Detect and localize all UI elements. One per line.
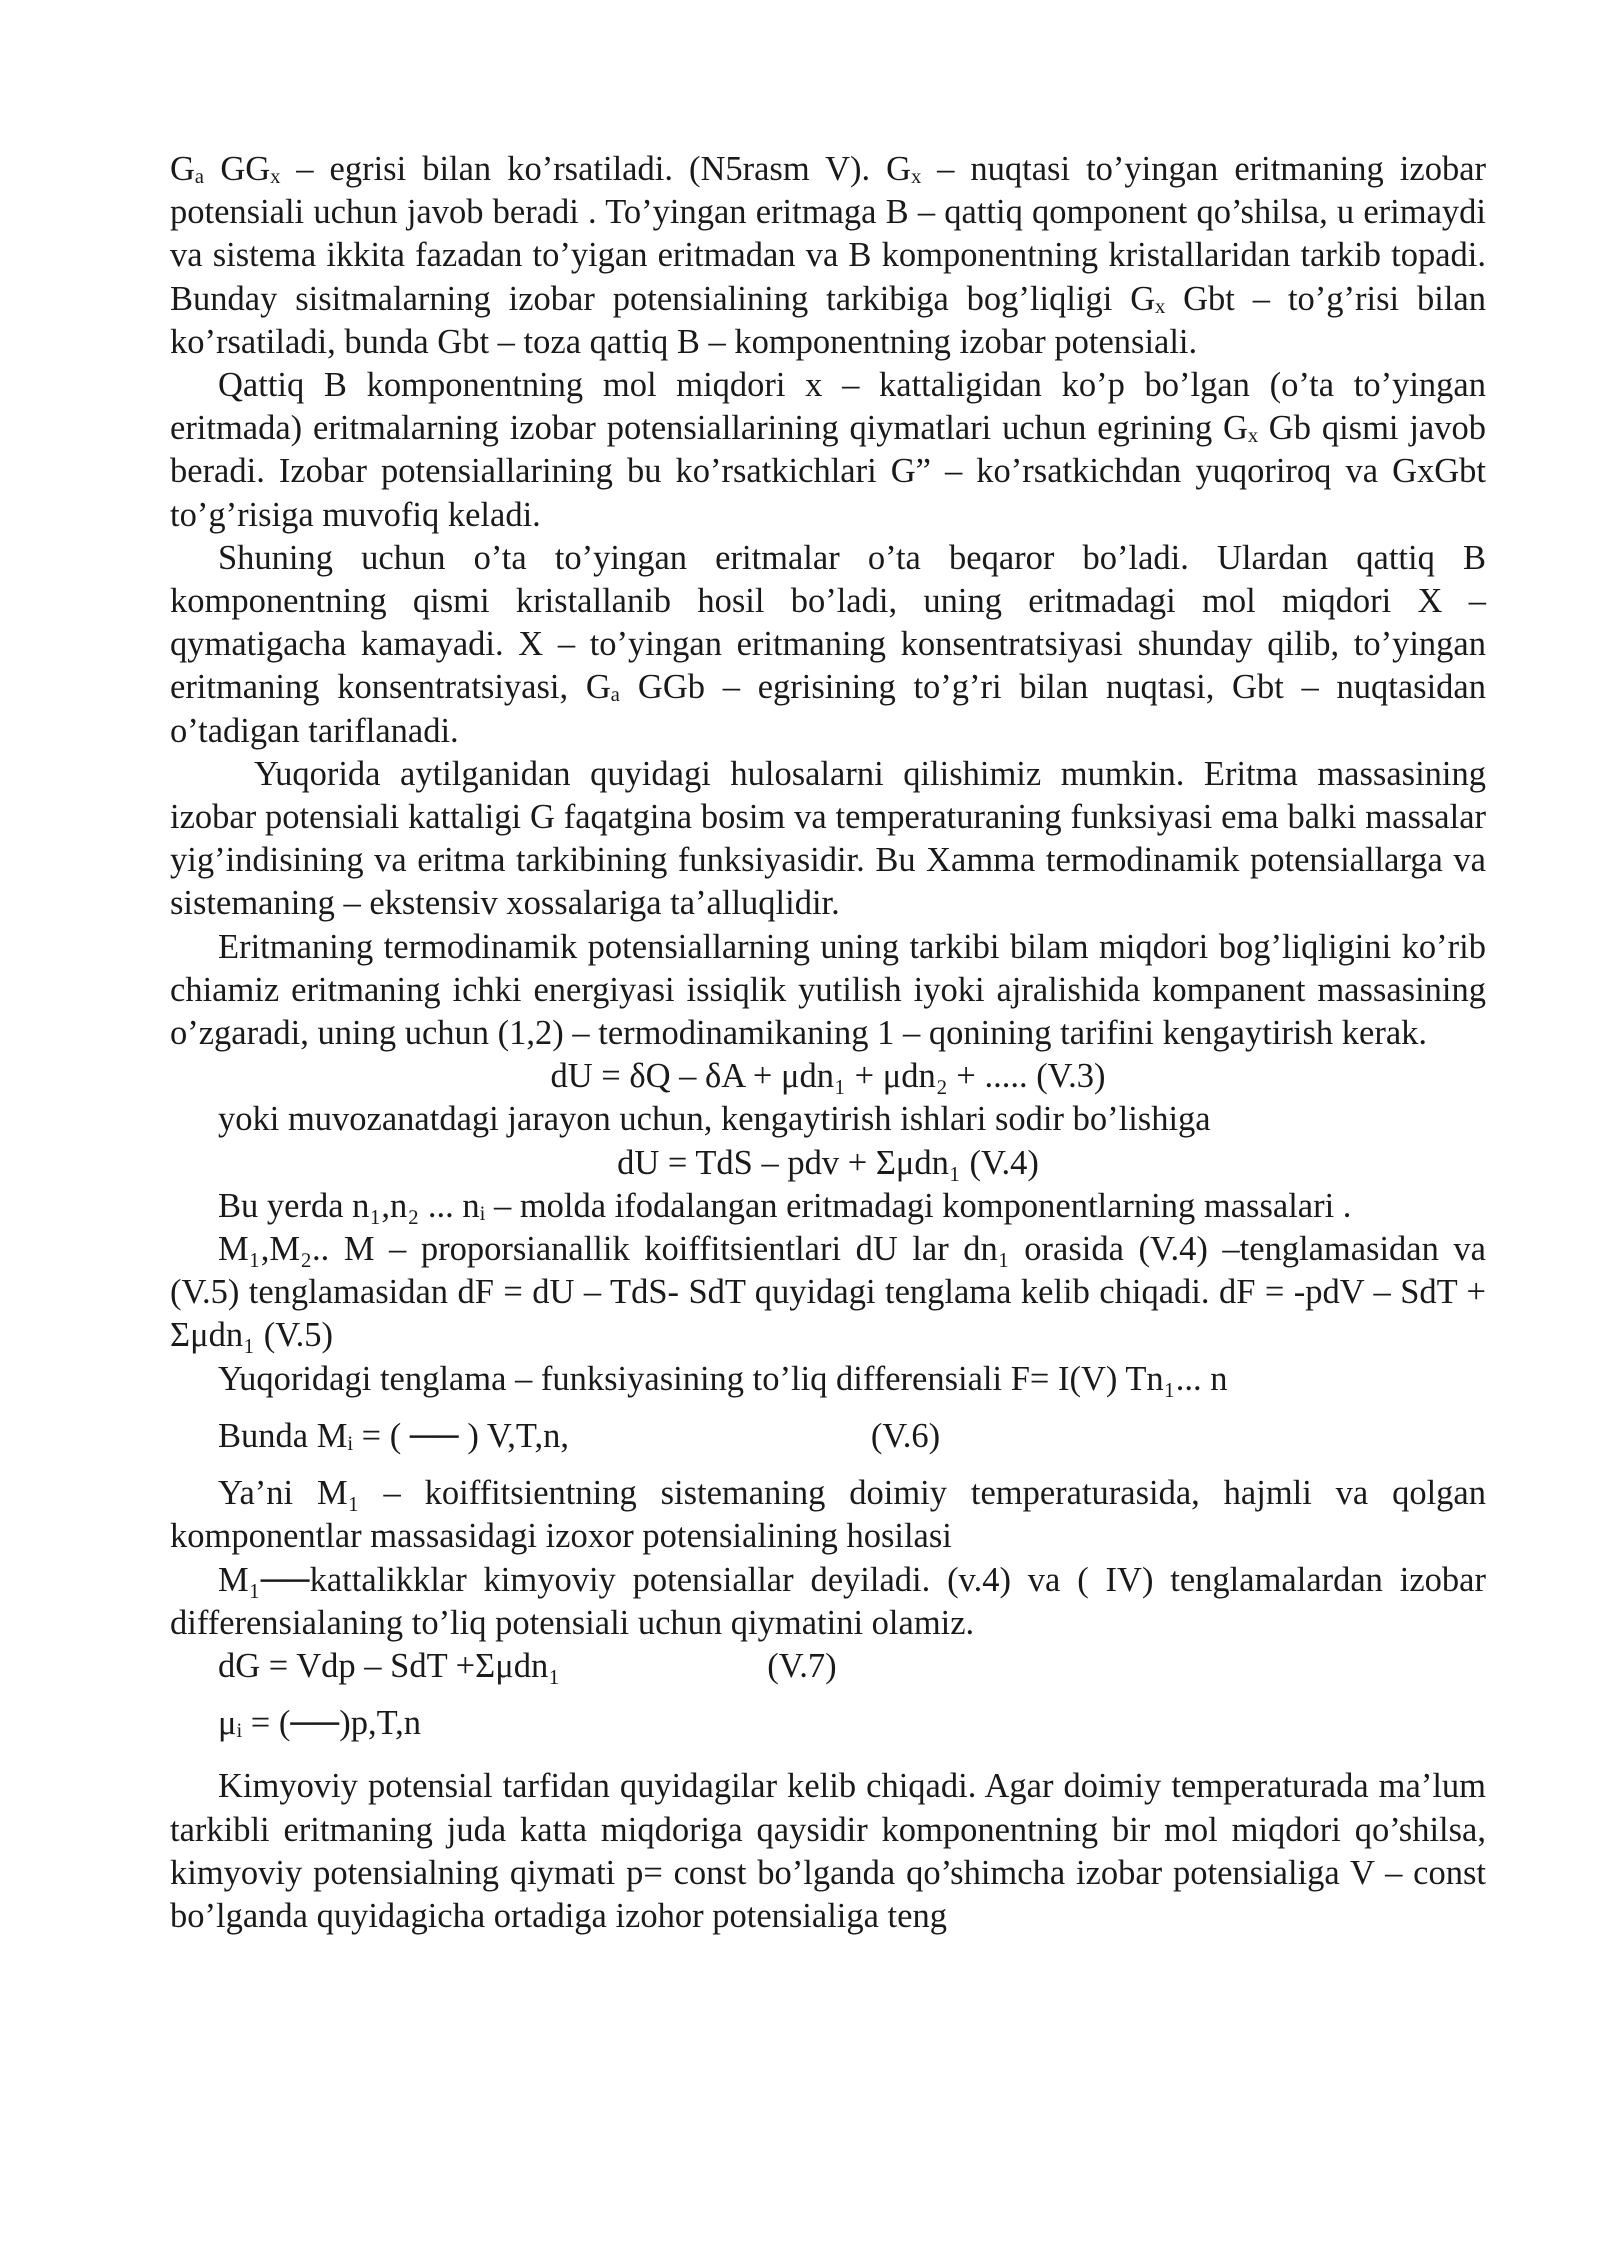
paragraph-8: M₁,M₂.. M – proporsianallik koiffitsientlari dU lar dn₁ orasida (V.4) –tenglamasidan va (V.5) tenglamasidan dF = dU – TdS- SdT quyidagi tenglama kelib chiqadi. dF = -pdV – SdT + Σμdn₁ (V.5) — [170, 1230, 1486, 1355]
document-page — [170, 148, 1486, 1938]
equation-mu: μᵢ = (──)p,T,n — [218, 1704, 421, 1743]
paragraph-5: Eritmaning termodinamik potensiallarning uning tarkibi bilam miqdori bog’liqligini ko’rib chiamiz eritmaning ichki energiyasi issiqlik yutilish iyoki ajralishida kompanent massasining o’zgaradi, uning uchun (1,2) – termodinamikaning 1 – qonining tarifini kengaytirish kerak. — [170, 927, 1486, 1053]
equation-v6: Bunda Mᵢ = ( ── ) V,T,n, (V.6) — [218, 1416, 941, 1455]
paragraph-9: Yuqoridagi tenglama – funksiyasining to’liq differensiali F= I(V) Tn₁... n — [218, 1359, 1228, 1398]
paragraph-1: Gₐ GGₓ – egrisi bilan ko’rsatiladi. (N5rasm V). Gₓ – nuqtasi to’yingan eritmaning izobar potensiali uchun javob beradi . To’yingan eritmaga B – qattiq qomponent qo’shilsa, u erimaydi va sistema ikkita fazadan to’yigan eritmadan va B komponentning kristallaridan tarkib topadi. Bunday sisitmalarning izobar potensialining tarkibiga bog’liqligi Gₓ Gbt – to’g’risi bilan ko’rsatiladi, bunda Gbt – toza qattiq B – komponentning izobar potensiali. — [170, 150, 1486, 361]
equation-v3: dU = δQ – δA + μdn₁ + μdn₂ + ..... (V.3) — [550, 1057, 1106, 1096]
paragraph-10: Ya’ni M₁ – koiffitsientning sistemaning doimiy temperaturasida, hajmli va qolgan komponentlar massasidagi izoxor potensialining hosilasi — [170, 1474, 1486, 1556]
paragraph-7: Bu yerda n₁,n₂ ... nᵢ – molda ifodalangan eritmadagi komponentlarning massalari . — [218, 1186, 1352, 1225]
paragraph-2: Qattiq B komponentning mol miqdori x – kattaligidan ko’p bo’lgan (o’ta to’yingan eritmada) eritmalarning izobar potensiallarining qiymatlari uchun egrining Gₓ Gb qismi javob beradi. Izobar potensiallarining bu ko’rsatkichlari G” – ko’rsatkichdan yuqoriroq va GxGbt to’g’risiga muvofiq keladi. — [170, 366, 1486, 534]
equation-v7: dG = Vdp – SdT +Σμdn₁ (V.7) — [218, 1646, 837, 1685]
paragraph-3: Shuning uchun o’ta to’yingan eritmalar o’ta beqaror bo’ladi. Ulardan qattiq B komponentning qismi kristallanib hosil bo’ladi, uning eritmadagi mol miqdori X – qymatigacha kamayadi. X – to’yingan eritmaning konsentratsiyasi shunday qilib, to’yingan eritmaning konsentratsiyasi, Gₐ GGb – egrisining to’g’ri bilan nuqtasi, Gbt – nuqtasidan o’tadigan tariflanadi. — [170, 538, 1486, 750]
paragraph-12: Kimyoviy potensial tarfidan quyidagilar kelib chiqadi. Agar doimiy temperaturada ma’lum tarkibli eritmaning juda katta miqdoriga qaysidir komponentning bir mol miqdori qo’shilsa, kimyoviy potensialning qiymati p= const bo’lganda qo’shimcha izobar potensialiga V – const bo’lganda quyidagicha ortadiga izohor potensialiga teng — [170, 1767, 1486, 1935]
paragraph-4: Yuqorida aytilganidan quyidagi hulosalarni qilishimiz mumkin. Eritma massasining izobar potensiali kattaligi G faqatgina bosim va temperaturaning funksiyasi ema balki massalar yig’indisining va eritma tarkibining funksiyasidir. Bu Xamma termodinamik potensiallarga va sistemaning – ekstensiv xossalariga ta’alluqlidir. — [170, 754, 1486, 923]
equation-v4: dU = TdS – pdv + Σμdn₁ (V.4) — [617, 1143, 1039, 1182]
paragraph-11: M₁──kattalikklar kimyoviy potensiallar deyiladi. (v.4) va ( IV) tenglamalardan izobar differensialaning to’liq potensiali uchun qiymatini olamiz. — [170, 1560, 1486, 1642]
paragraph-6: yoki muvozanatdagi jarayon uchun, kengaytirish ishlari sodir bo’lishiga — [218, 1100, 1211, 1139]
